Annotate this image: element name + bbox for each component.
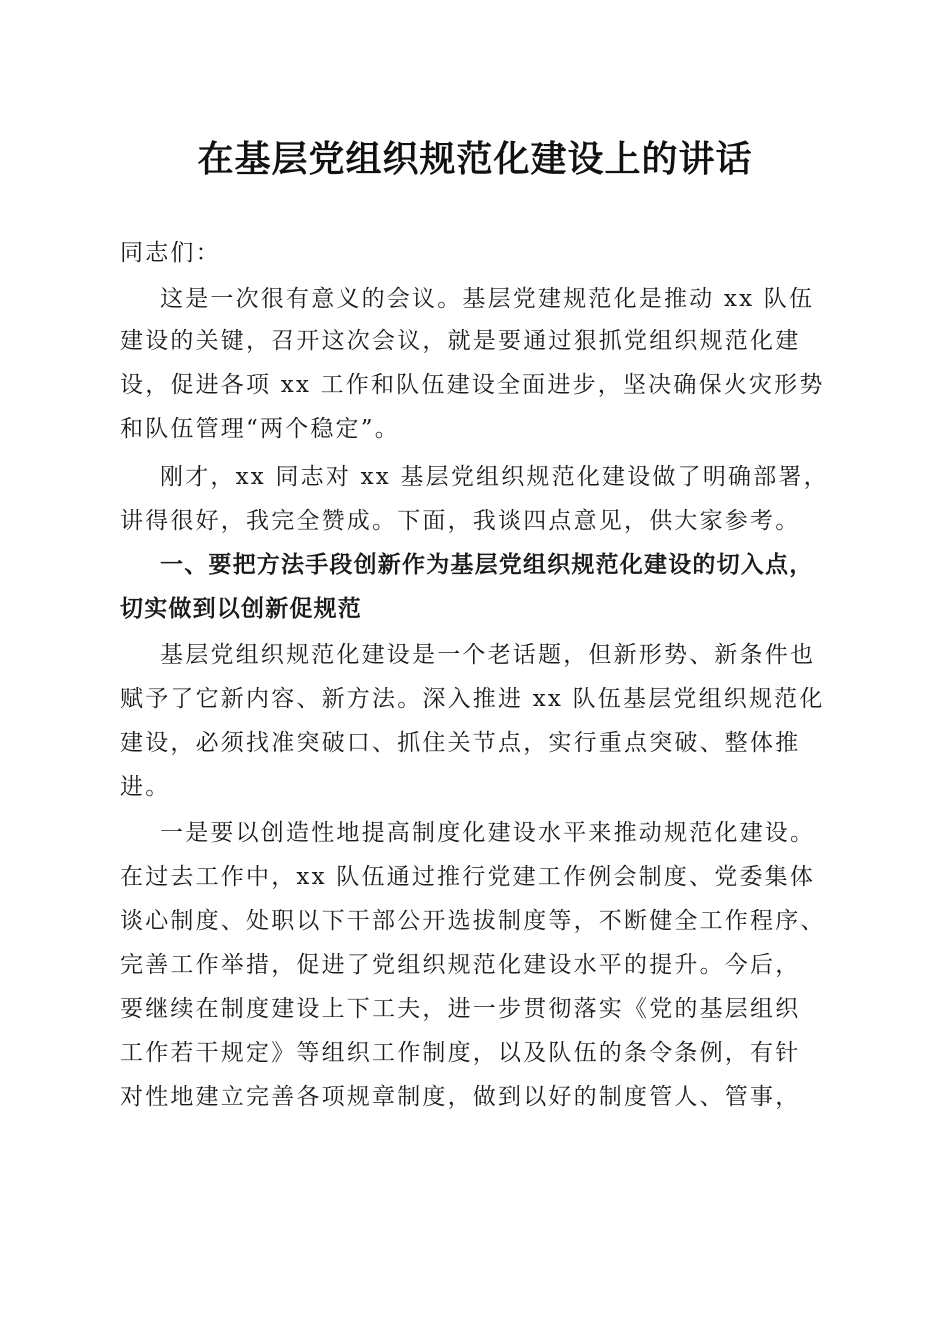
- paragraph-line: 这是一次很有意义的会议。基层党建规范化是推动 xx 队伍: [160, 286, 815, 312]
- paragraph-line: 对性地建立完善各项规章制度，做到以好的制度管人、管事，: [120, 1084, 801, 1110]
- section-heading-line: 一、要把方法手段创新作为基层党组织规范化建设的切入点，: [160, 551, 814, 578]
- salutation: 同志们：: [120, 240, 221, 266]
- section-heading-line: 切实做到以创新促规范: [120, 595, 362, 622]
- paragraph-line: 在过去工作中，xx 队伍通过推行党建工作例会制度、党委集体: [120, 864, 816, 890]
- paragraph-line: 完善工作举措，促进了党组织规范化建设水平的提升。今后，: [120, 952, 801, 978]
- paragraph-line: 建设，必须找准突破口、抓住关节点，实行重点突破、整体推: [120, 730, 801, 756]
- paragraph-line: 工作若干规定》等组织工作制度，以及队伍的条令条例，有针: [120, 1040, 801, 1066]
- paragraph-line: 基层党组织规范化建设是一个老话题，但新形势、新条件也: [160, 642, 816, 668]
- paragraph-line: 建设的关键，召开这次会议，就是要通过狠抓党组织规范化建: [120, 328, 801, 354]
- paragraph-line: 要继续在制度建设上下工夫，进一步贯彻落实《党的基层组织: [120, 996, 801, 1022]
- document-title: 在基层党组织规范化建设上的讲话: [197, 138, 753, 180]
- paragraph-line: 谈心制度、处职以下干部公开选拔制度等，不断健全工作程序、: [120, 908, 826, 934]
- paragraph-line: 讲得很好，我完全赞成。下面，我谈四点意见，供大家参考。: [120, 508, 801, 534]
- paragraph-line: 一是要以创造性地提高制度化建设水平来推动规范化建设。: [160, 820, 816, 846]
- paragraph-line: 进。: [120, 774, 171, 800]
- paragraph-line: 赋予了它新内容、新方法。深入推进 xx 队伍基层党组织规范化: [120, 686, 825, 712]
- paragraph-line: 刚才，xx 同志对 xx 基层党组织规范化建设做了明确部署，: [160, 464, 829, 490]
- paragraph-line: 和队伍管理“两个稳定”。: [120, 416, 400, 442]
- paragraph-line: 设，促进各项 xx 工作和队伍建设全面进步，坚决确保火灾形势: [120, 372, 825, 398]
